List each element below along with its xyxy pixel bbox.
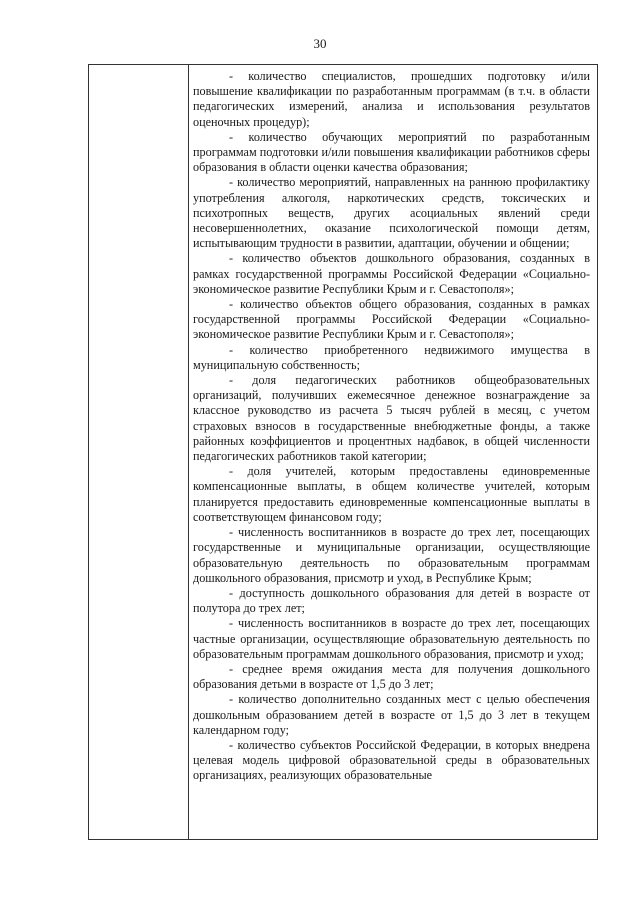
list-item: - доля педагогических работников общеобразовательных организаций, получивших ежемесячное денежное вознаграждение за классное руководство из расчета 5 тысяч рублей в месяц, с учетом страховых взносов в государственные внебюджетные фонды, а также районных коэффициентов и процентных надбавок, в общей численности педагогических работников такой категории;	[193, 373, 590, 464]
list-item: - количество дополнительно созданных мест с целью обеспечения дошкольным образованием детей в возрасте от 1,5 до 3 лет в текущем календарном году;	[193, 692, 590, 737]
list-item: - численность воспитанников в возрасте до трех лет, посещающих частные организации, осуществляющие образовательную деятельность по образовательным программам дошкольного образования, присмотр и уход;	[193, 616, 590, 661]
list-item: - численность воспитанников в возрасте до трех лет, посещающих государственные и муниципальные организации, осуществляющие образовательную деятельность по образовательным программам дошкольного образования, присмотр и уход, в Республике Крым;	[193, 525, 590, 585]
indicator-list	[193, 69, 590, 839]
list-item: - количество мероприятий, направленных на раннюю профилактику употребления алкоголя, наркотических средств, токсических и психотропных веществ, других асоциальных явлений среди несовершеннолетних, оказание психологической помощи детям, испытывающим трудности в развитии, адаптации, обучении и общении;	[193, 175, 590, 251]
page-number: 30	[313, 36, 327, 51]
list-item: - количество приобретенного недвижимого имущества в муниципальную собственность;	[193, 342, 590, 372]
column-divider	[188, 65, 189, 839]
list-item: - количество объектов общего образования, созданных в рамках государственной программы Российской Федерации «Социально-экономическое развитие Республики Крым и г. Севастополя»;	[193, 297, 590, 342]
table-cell-empty	[89, 65, 188, 839]
list-item: - доля учителей, которым предоставлены единовременные компенсационные выплаты, в общем количестве учителей, которым планируется предоставить единовременные компенсационные выплаты в соответствующем финансовом году;	[193, 464, 590, 524]
list-item: - количество обучающих мероприятий по разработанным программам подготовки и/или повышения квалификации работников сферы образования в области оценки качества образования;	[193, 129, 590, 175]
list-item: - доступность дошкольного образования для детей в возрасте от полутора до трех лет;	[193, 585, 590, 616]
list-item: - количество объектов дошкольного образования, созданных в рамках государственной программы Российской Федерации «Социально-экономическое развитие Республики Крым и г. Севастополя»;	[193, 251, 590, 296]
table	[88, 64, 598, 840]
list-item: - среднее время ожидания места для получения дошкольного образования детьми в возрасте от 1,5 до 3 лет;	[193, 661, 590, 692]
list-item: - количество специалистов, прошедших подготовку и/или повышение квалификации по разработанным программам (в т.ч. в области педагогических измерений, анализа и использования результатов оценочных процедур);	[193, 69, 590, 129]
list-item: - количество субъектов Российской Федерации, в которых внедрена целевая модель цифровой образовательной среды в образовательных организациях, реализующих образовательные	[193, 737, 590, 783]
